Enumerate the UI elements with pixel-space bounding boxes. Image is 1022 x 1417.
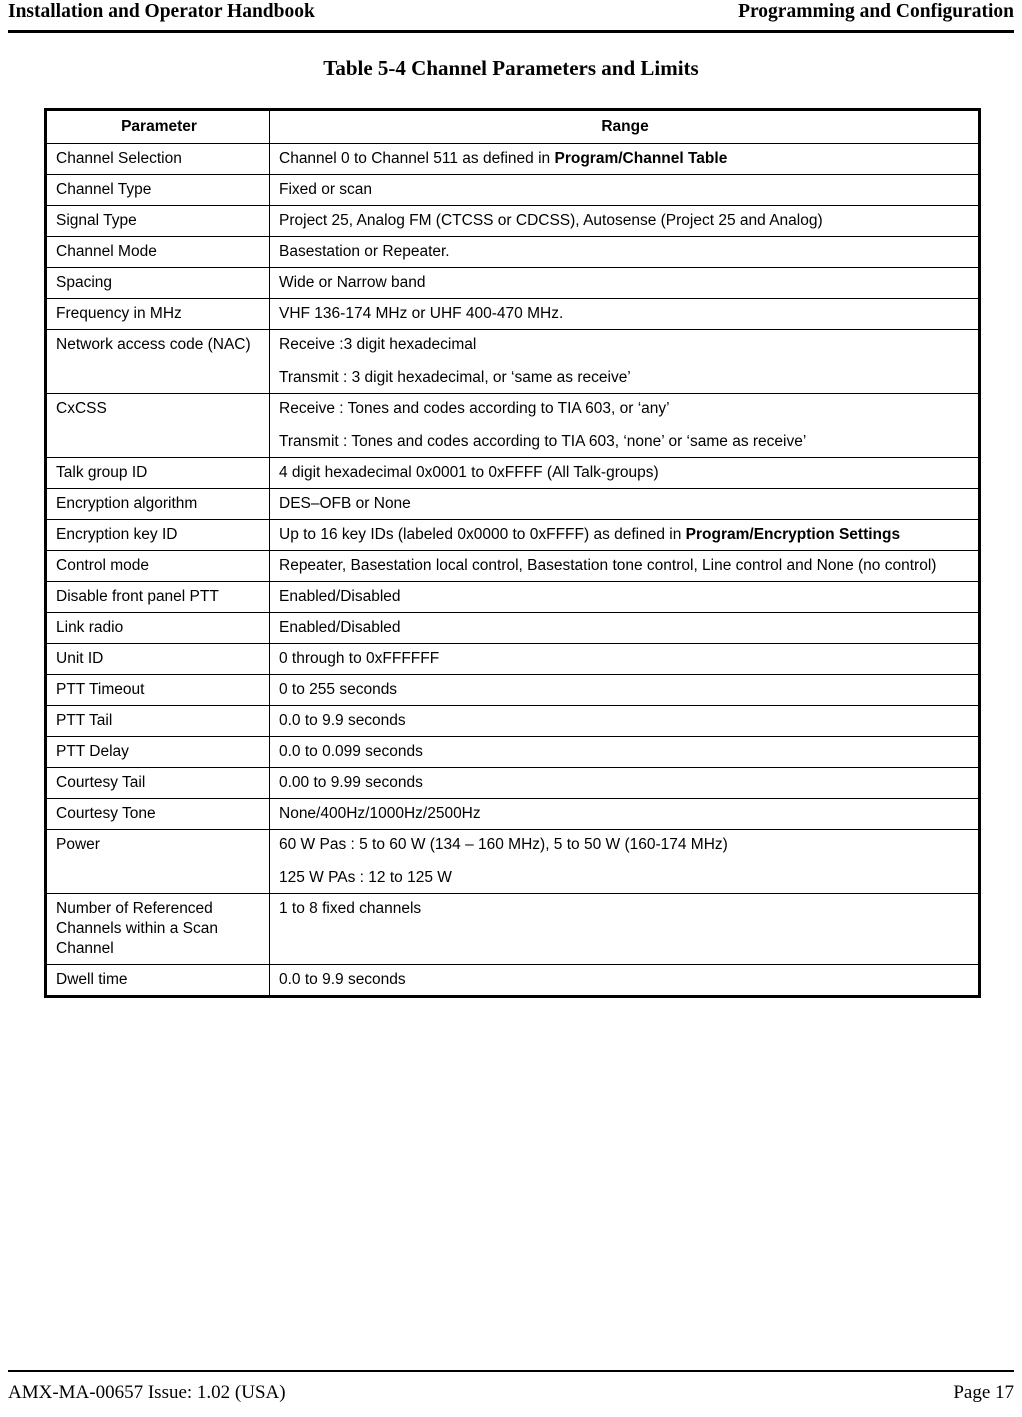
parameter-cell: CxCSS (46, 394, 270, 458)
footer-divider-rule (8, 1370, 1014, 1372)
table-caption: Table 5-4 Channel Parameters and Limits (323, 56, 699, 80)
parameter-cell: PTT Timeout (46, 675, 270, 706)
parameter-cell: Spacing (46, 268, 270, 299)
range-cell (270, 706, 980, 737)
range-line: Channel 0 to Channel 511 as defined in Program/Channel Table (279, 150, 728, 167)
table-row (46, 582, 980, 613)
range-cell (270, 299, 980, 330)
range-line: Wide or Narrow band (279, 274, 426, 291)
range-cell (270, 965, 980, 997)
parameter-cell: Frequency in MHz (46, 299, 270, 330)
parameter-cell: PTT Delay (46, 737, 270, 768)
table-row (46, 394, 980, 458)
table-row (46, 768, 980, 799)
table-row (46, 894, 980, 965)
range-line: Fixed or scan (279, 181, 373, 198)
running-head-left: Installation and Operator Handbook (8, 1, 315, 22)
document-reference: AMX-MA-00657 Issue: 1.02 (USA) (8, 1382, 286, 1403)
parameter-cell: Channel Mode (46, 237, 270, 268)
range-line: 60 W Pas : 5 to 60 W (134 – 160 MHz), 5 to 50 W (160-174 MHz) (279, 836, 728, 853)
table-row (46, 706, 980, 737)
range-cell (270, 894, 980, 965)
table-row (46, 799, 980, 830)
parameter-cell: Channel Type (46, 175, 270, 206)
range-line: Enabled/Disabled (279, 619, 401, 636)
table-row (46, 144, 980, 175)
column-header-parameter: Parameter (46, 110, 270, 144)
parameter-cell: Signal Type (46, 206, 270, 237)
parameter-cell: Power (46, 830, 270, 894)
range-line: Receive :3 digit hexadecimal (279, 336, 477, 353)
parameter-cell: PTT Tail (46, 706, 270, 737)
range-cell (270, 644, 980, 675)
table-row (46, 299, 980, 330)
range-cell (270, 551, 980, 582)
range-cell (270, 237, 980, 268)
range-line: Transmit : Tones and codes according to TIA 603, ‘none’ or ‘same as receive’ (279, 433, 807, 450)
page-running-head (8, 0, 1014, 30)
range-cell (270, 768, 980, 799)
range-cell (270, 582, 980, 613)
range-line: VHF 136-174 MHz or UHF 400-470 MHz. (279, 305, 564, 322)
table-row (46, 206, 980, 237)
table-row (46, 737, 980, 768)
table-row (46, 330, 980, 394)
table-header-row (46, 110, 980, 144)
range-line: 4 digit hexadecimal 0x0001 to 0xFFFF (All Talk-groups) (279, 464, 659, 481)
range-line: Basestation or Repeater. (279, 243, 450, 260)
parameter-cell: Link radio (46, 613, 270, 644)
table-row (46, 237, 980, 268)
range-line: 0.0 to 9.9 seconds (279, 712, 406, 729)
range-cell (270, 330, 980, 394)
menu-path-emphasis: Program/Encryption Settings (685, 526, 901, 543)
range-line: 125 W PAs : 12 to 125 W (279, 869, 452, 886)
range-line: Project 25, Analog FM (CTCSS or CDCSS), Autosense (Project 25 and Analog) (279, 212, 823, 229)
table-body (46, 144, 980, 997)
table-row (46, 644, 980, 675)
channel-parameters-table (44, 108, 981, 998)
menu-path-emphasis: Program/Channel Table (554, 150, 728, 167)
range-cell (270, 830, 980, 894)
table-row (46, 675, 980, 706)
range-line: 0 through to 0xFFFFFF (279, 650, 440, 667)
header-divider-rule (8, 30, 1014, 33)
range-line: 0.00 to 9.99 seconds (279, 774, 423, 791)
parameter-cell: Encryption key ID (46, 520, 270, 551)
range-cell (270, 458, 980, 489)
table-row (46, 551, 980, 582)
table-row (46, 613, 980, 644)
range-cell (270, 675, 980, 706)
range-line: Transmit : 3 digit hexadecimal, or ‘same as receive’ (279, 369, 631, 386)
range-line: Receive : Tones and codes according to TIA 603, or ‘any’ (279, 400, 670, 417)
table-head (46, 110, 980, 144)
table-row (46, 520, 980, 551)
parameter-cell: Talk group ID (46, 458, 270, 489)
range-cell (270, 175, 980, 206)
column-header-range: Range (270, 110, 980, 144)
range-cell (270, 799, 980, 830)
range-cell (270, 489, 980, 520)
range-cell (270, 613, 980, 644)
table-row (46, 489, 980, 520)
range-line: DES–OFB or None (279, 495, 411, 512)
parameter-cell: Encryption algorithm (46, 489, 270, 520)
table-row (46, 175, 980, 206)
table-row (46, 965, 980, 997)
range-line: 0 to 255 seconds (279, 681, 398, 698)
range-line: Repeater, Basestation local control, Basestation tone control, Line control and None (no control) (279, 557, 937, 574)
range-line: None/400Hz/1000Hz/2500Hz (279, 805, 481, 822)
parameter-cell: Courtesy Tone (46, 799, 270, 830)
parameter-cell: Courtesy Tail (46, 768, 270, 799)
parameter-cell: Channel Selection (46, 144, 270, 175)
parameter-cell: Network access code (NAC) (46, 330, 270, 394)
parameter-cell: Number of Referenced Channels within a Scan Channel (46, 894, 270, 965)
parameter-cell: Dwell time (46, 965, 270, 997)
page-footer (8, 1381, 1014, 1405)
parameter-cell: Unit ID (46, 644, 270, 675)
range-line: 0.0 to 9.9 seconds (279, 971, 406, 988)
table-row (46, 458, 980, 489)
range-line: Enabled/Disabled (279, 588, 401, 605)
page-number: Page 17 (953, 1382, 1014, 1403)
range-cell (270, 206, 980, 237)
parameter-cell: Disable front panel PTT (46, 582, 270, 613)
range-line: Up to 16 key IDs (labeled 0x0000 to 0xFFFF) as defined in Program/Encryption Settings (279, 526, 901, 543)
range-cell (270, 144, 980, 175)
table-row (46, 268, 980, 299)
range-cell (270, 520, 980, 551)
table-row (46, 830, 980, 894)
range-cell (270, 394, 980, 458)
running-head-right: Programming and Configuration (738, 1, 1014, 22)
range-cell (270, 268, 980, 299)
range-line: 1 to 8 fixed channels (279, 900, 422, 917)
parameter-cell: Control mode (46, 551, 270, 582)
range-cell (270, 737, 980, 768)
range-line: 0.0 to 0.099 seconds (279, 743, 423, 760)
